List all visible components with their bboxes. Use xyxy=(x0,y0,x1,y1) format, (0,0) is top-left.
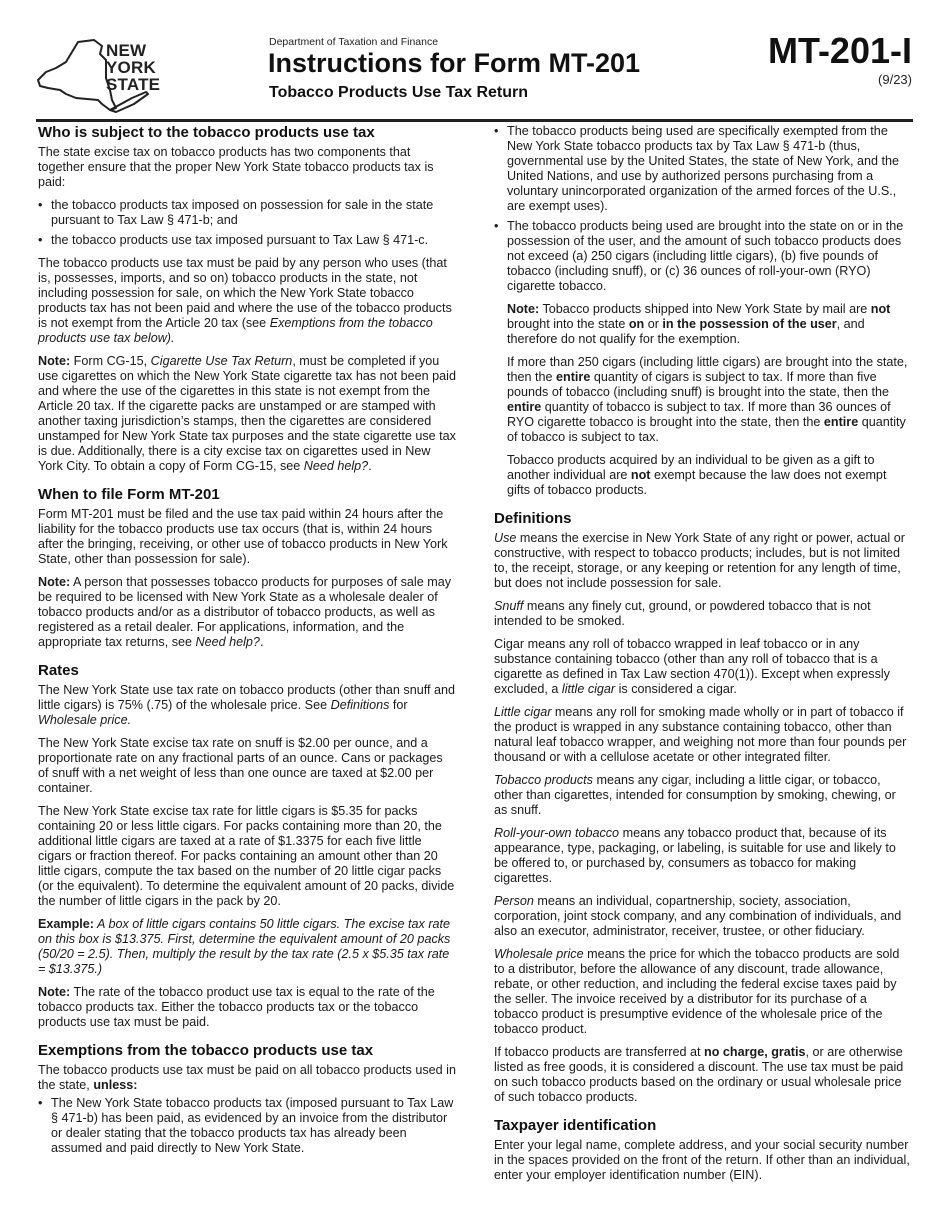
right-column xyxy=(494,124,912,1191)
definition-term: Tobacco products xyxy=(494,773,593,787)
paragraph: The state excise tax on tobacco products has two components that together ensure that the proper New York State tobacco products tax is paid: xyxy=(38,145,434,189)
text-run: entire xyxy=(507,400,542,414)
text-run: . xyxy=(259,635,264,649)
paragraph: The New York State excise tax rate on snuff is $2.00 per ounce, and a proportionate rate on any fractional parts of an ounce. Cans or packages of snuff with a net weight of less than one ounce are taxed at $2.00 per container. xyxy=(38,736,443,795)
section-exemptions xyxy=(38,1042,456,1156)
logo-line: STATE xyxy=(106,75,161,94)
text-run: If more than 250 cigars (including little cigars) are brought into the state, then the xyxy=(507,355,908,384)
paragraph: Enter your legal name, complete address, and your social security number in the spaces provided on the front of the return. If other than an individual, enter your employer identification number (EIN). xyxy=(494,1138,910,1182)
definition-term: Wholesale price xyxy=(494,947,584,961)
page-title xyxy=(268,48,640,79)
logo-line: YORK xyxy=(106,58,156,77)
text-run: little cigar xyxy=(561,682,616,696)
note-paragraph xyxy=(38,354,456,474)
text-run: Need help? xyxy=(303,459,369,473)
definition xyxy=(494,531,912,591)
definition-term: Person xyxy=(494,894,534,908)
note-paragraph xyxy=(38,985,456,1030)
bullet-list xyxy=(38,1096,456,1156)
bullet-list xyxy=(38,198,456,248)
text-run: means an individual, copartnership, society, association, corporation, joint stock company, and any combination of individuals, and also an executor, administrator, receiver, trustee, or other fiduciary. xyxy=(494,894,902,938)
note-label: Note: xyxy=(38,575,71,589)
definition-term: Use xyxy=(494,531,517,545)
paragraph: The New York State excise tax rate for little cigars is $5.35 for packs containing 20 or less little cigars. For packs containing more than 20, the additional little cigars are taxed at a rate of $1.3375 for each five little cigars or fraction thereof. For packs containing an amount other than 20 little cigars, compute the tax based on the number of 20 little cigar packs (or the equivalent). To determine the equivalent amount of 20 packs, divide the number of little cigars in the pack by 20. xyxy=(38,804,455,908)
paragraph xyxy=(38,1063,456,1093)
paragraph xyxy=(494,453,912,498)
definition xyxy=(494,894,912,939)
text-run: The tobacco products use tax must be paid on all tobacco products used in the state, xyxy=(38,1063,456,1092)
text-run: not xyxy=(870,302,891,316)
text-run: for xyxy=(389,698,408,712)
paragraph: Form MT-201 must be filed and the use tax paid within 24 hours after the liability for the tobacco products use tax occurs (that is, within 24 hours after the bringing, receiving, or other use of tobacco products in New York State, other than possession for sale). xyxy=(38,507,448,566)
text-run: means any roll of tobacco wrapped in leaf tobacco or in any substance containing tobacco (other than any roll of tobacco that is a cigarette as defined in Tax Law section 470(1)). Except when expressly excluded, a xyxy=(494,637,890,696)
text-run: Tobacco products shipped into New York State by mail are xyxy=(539,302,871,316)
text-run: Wholesale price. xyxy=(38,713,132,727)
section-heading: Taxpayer identification xyxy=(494,1117,657,1134)
text-run: quantity of tobacco is subject to tax. If more than 36 ounces of RYO cigarette tobacco is brought into the state, then the xyxy=(507,400,891,429)
definition xyxy=(494,773,912,818)
title-prefix: Instructions for Form xyxy=(268,48,549,78)
paragraph xyxy=(494,1045,912,1105)
list-item: • the tobacco products tax imposed on possession for sale in the state pursuant to Tax Law § 471-b; and xyxy=(38,198,456,228)
section-heading: Definitions xyxy=(494,510,572,527)
text-run: , must be completed if you use cigarettes on which the New York State cigarette tax has not been paid and where the use of the cigarettes in this state is not exempt from the Article 20 tax. If the cigarette packs are unstamped or are stamped with another taxing jurisdiction’s stamps, then the cigarettes are considered unstamped for New York State tax purposes and the state cigarette use tax is due. Additionally, there is a city excise tax on cigarettes used in New York City. To obtain a copy of Form CG-15, see xyxy=(38,354,456,473)
left-column xyxy=(38,124,456,1164)
text-run: means any tobacco product that, because of its appearance, type, packaging, or labeling, is suitable for use and likely to be offered to, or purchased by, consumers as tobacco for making cigarettes. xyxy=(494,826,896,885)
definition-term: Snuff xyxy=(494,599,524,613)
section-heading: When to file Form MT-201 xyxy=(38,486,220,503)
text-run: means the exercise in New York State of any right or power, actual or constructive, with respect to tobacco products; includes, but is not limited to, the receipt, storage, or any keeping or retention for any length of time, but does not include possession for sale. xyxy=(494,531,905,590)
text-run: The New York State use tax rate on tobacco products (other than snuff and little cigars) is 75% (.75) of the wholesale price. See xyxy=(38,683,456,712)
text-run: If tobacco products are transferred at xyxy=(494,1045,705,1059)
text-run: quantity of cigars is subject to tax. If more than five pounds of tobacco (including snuff) is brought into the state, then the xyxy=(507,370,890,399)
list-item: • the tobacco products use tax imposed pursuant to Tax Law § 471-c. xyxy=(38,233,456,248)
page-subtitle: Tobacco Products Use Tax Return xyxy=(269,84,529,101)
text-run: means the price for which the tobacco products are sold to a distributor, before the allowance of any discount, trade allowance, rebate, or other reduction, and including the federal excise taxes paid by the seller. The invoice received by a distributor for its purchase of a tobacco product is presumptive evidence of the wholesale price of the tobacco product. xyxy=(494,947,900,1036)
text-run: not xyxy=(630,468,651,482)
definition xyxy=(494,599,912,629)
logo-text xyxy=(106,42,160,93)
definition xyxy=(494,826,912,886)
definition-term: Cigar xyxy=(494,637,525,651)
text-run: Form CG-15, xyxy=(70,354,151,368)
text-run: Definitions xyxy=(330,698,390,712)
section-heading: Exemptions from the tobacco products use tax xyxy=(38,1042,374,1059)
definition xyxy=(494,705,912,765)
definition xyxy=(494,947,912,1037)
note-paragraph xyxy=(494,302,912,347)
header-rule xyxy=(36,119,913,122)
text-run: or xyxy=(644,317,663,331)
text-run: A box of little cigars contains 50 little cigars. The excise tax rate on this box is $13.375. First, determine the equivalent amount of 20 packs (50/20 = 2.5). Then, multiply the result by the tax rate (2.5 x $5.35 tax rate = $13.375.) xyxy=(38,917,451,976)
text-run: exempt because the law does not exempt gifts of tobacco products. xyxy=(507,468,887,497)
text-run: entire xyxy=(556,370,591,384)
text-run: The tobacco products use tax must be paid by any person who uses (that is, possesses, imports, and so on) tobacco products in the state, not including possession for sale, on which the New York State tobacco products tax has not been paid and where the use of the tobacco products is not exempt from the Article 20 tax (see xyxy=(38,256,452,330)
text-run: quantity of tobacco is subject to tax. xyxy=(507,415,906,444)
text-run: , or are otherwise listed as free goods, it is considered a discount. The use tax must be paid on such tobacco products based on the ordinary or usual wholesale price of such tobacco products. xyxy=(494,1045,904,1104)
text-run: The rate of the tobacco product use tax is equal to the rate of the tobacco products tax. Either the tobacco products tax or the tobacco products use tax must be paid. xyxy=(38,985,435,1029)
example-paragraph xyxy=(38,917,456,977)
text-run: means any cigar, including a little cigar, or tobacco, other than cigarettes, intended for consumption by smoking, chewing, or as snuff. xyxy=(494,773,896,817)
note-label: Note: xyxy=(38,985,71,999)
revision-date: (9/23) xyxy=(878,72,912,87)
section-heading: Rates xyxy=(38,662,79,679)
definition-term: Roll-your-own tobacco xyxy=(494,826,620,840)
paragraph xyxy=(38,256,456,346)
text-run: Exemptions from the tobacco products use tax below). xyxy=(38,316,433,345)
text-run: , and therefore do not qualify for the exemption. xyxy=(507,317,865,346)
logo-line: NEW xyxy=(106,41,147,60)
text-run: no charge, gratis xyxy=(704,1045,806,1059)
list-item: • The tobacco products being used are specifically exempted from the New York State tobacco products tax by Tax Law § 471-b (thus, governmental use by the United States, the state of New York, and the United Nations, and use by authorized persons purchasing from a voluntary unincorporated organization of the armed forces of the U.S., are exempt uses). xyxy=(494,124,912,214)
title-form: MT-201 xyxy=(548,48,641,78)
text-run: on xyxy=(628,317,645,331)
list-item: • The tobacco products being used are brought into the state on or in the possession of the user, and the amount of such tobacco products does not exceed (a) 250 cigars (including little cigars), (b) five pounds of tobacco (including snuff), or (c) 36 ounces of roll-your-own (RYO) cigarette tobacco. xyxy=(494,219,912,294)
note-label: Note: xyxy=(507,302,540,316)
text-run: is considered a cigar. xyxy=(615,682,737,696)
section-heading: Who is subject to the tobacco products use tax xyxy=(38,124,375,141)
text-run: . xyxy=(368,459,372,473)
paragraph xyxy=(494,355,912,445)
text-run: means any finely cut, ground, or powdered tobacco that is not intended to be smoked. xyxy=(494,599,871,628)
paragraph xyxy=(38,683,456,728)
note-label: Note: xyxy=(38,354,71,368)
form-number: MT-201-I xyxy=(767,30,912,71)
text-run: Need help? xyxy=(195,635,260,649)
text-run: Cigarette Use Tax Return xyxy=(150,354,293,368)
list-item: • The New York State tobacco products tax (imposed pursuant to Tax Law § 471-b) has been paid, as evidenced by an invoice from the distributor or dealer stating that the tobacco products tax has already been assumed and paid directly to New York State. xyxy=(38,1096,456,1156)
text-run: brought into the state xyxy=(507,317,629,331)
text-run: in the possession of the user xyxy=(662,317,837,331)
section-when xyxy=(38,486,456,650)
note-paragraph xyxy=(38,575,456,650)
text-run: means any roll for smoking made wholly or in part of tobacco if the product is wrapped in any substance containing tobacco, other than natural leaf tobacco wrapper, and weighing not more than four pounds per thousand or with a cellulose acetate or other integrated filter. xyxy=(494,705,907,764)
nys-logo xyxy=(36,38,166,116)
example-label: Example: xyxy=(38,917,94,931)
text-run: unless: xyxy=(93,1078,138,1092)
bullet-list xyxy=(494,124,912,294)
text-run: A person that possesses tobacco products for purposes of sale may be required to be licensed with New York State as a wholesale dealer of tobacco products and/or as a distributor of tobacco products, as well as registered as a retail dealer. For applications, information, and the appropriate tax returns, see xyxy=(38,575,452,649)
text-run: entire xyxy=(823,415,859,429)
section-taxpayer-id xyxy=(494,1117,912,1183)
section-definitions xyxy=(494,510,912,1105)
text-run: Tobacco products acquired by an individual to be given as a gift to another individual are xyxy=(507,453,875,482)
section-rates xyxy=(38,662,456,1030)
department-name: Department of Taxation and Finance xyxy=(269,36,439,48)
definition xyxy=(494,637,912,697)
definition-term: Little cigar xyxy=(494,705,552,719)
